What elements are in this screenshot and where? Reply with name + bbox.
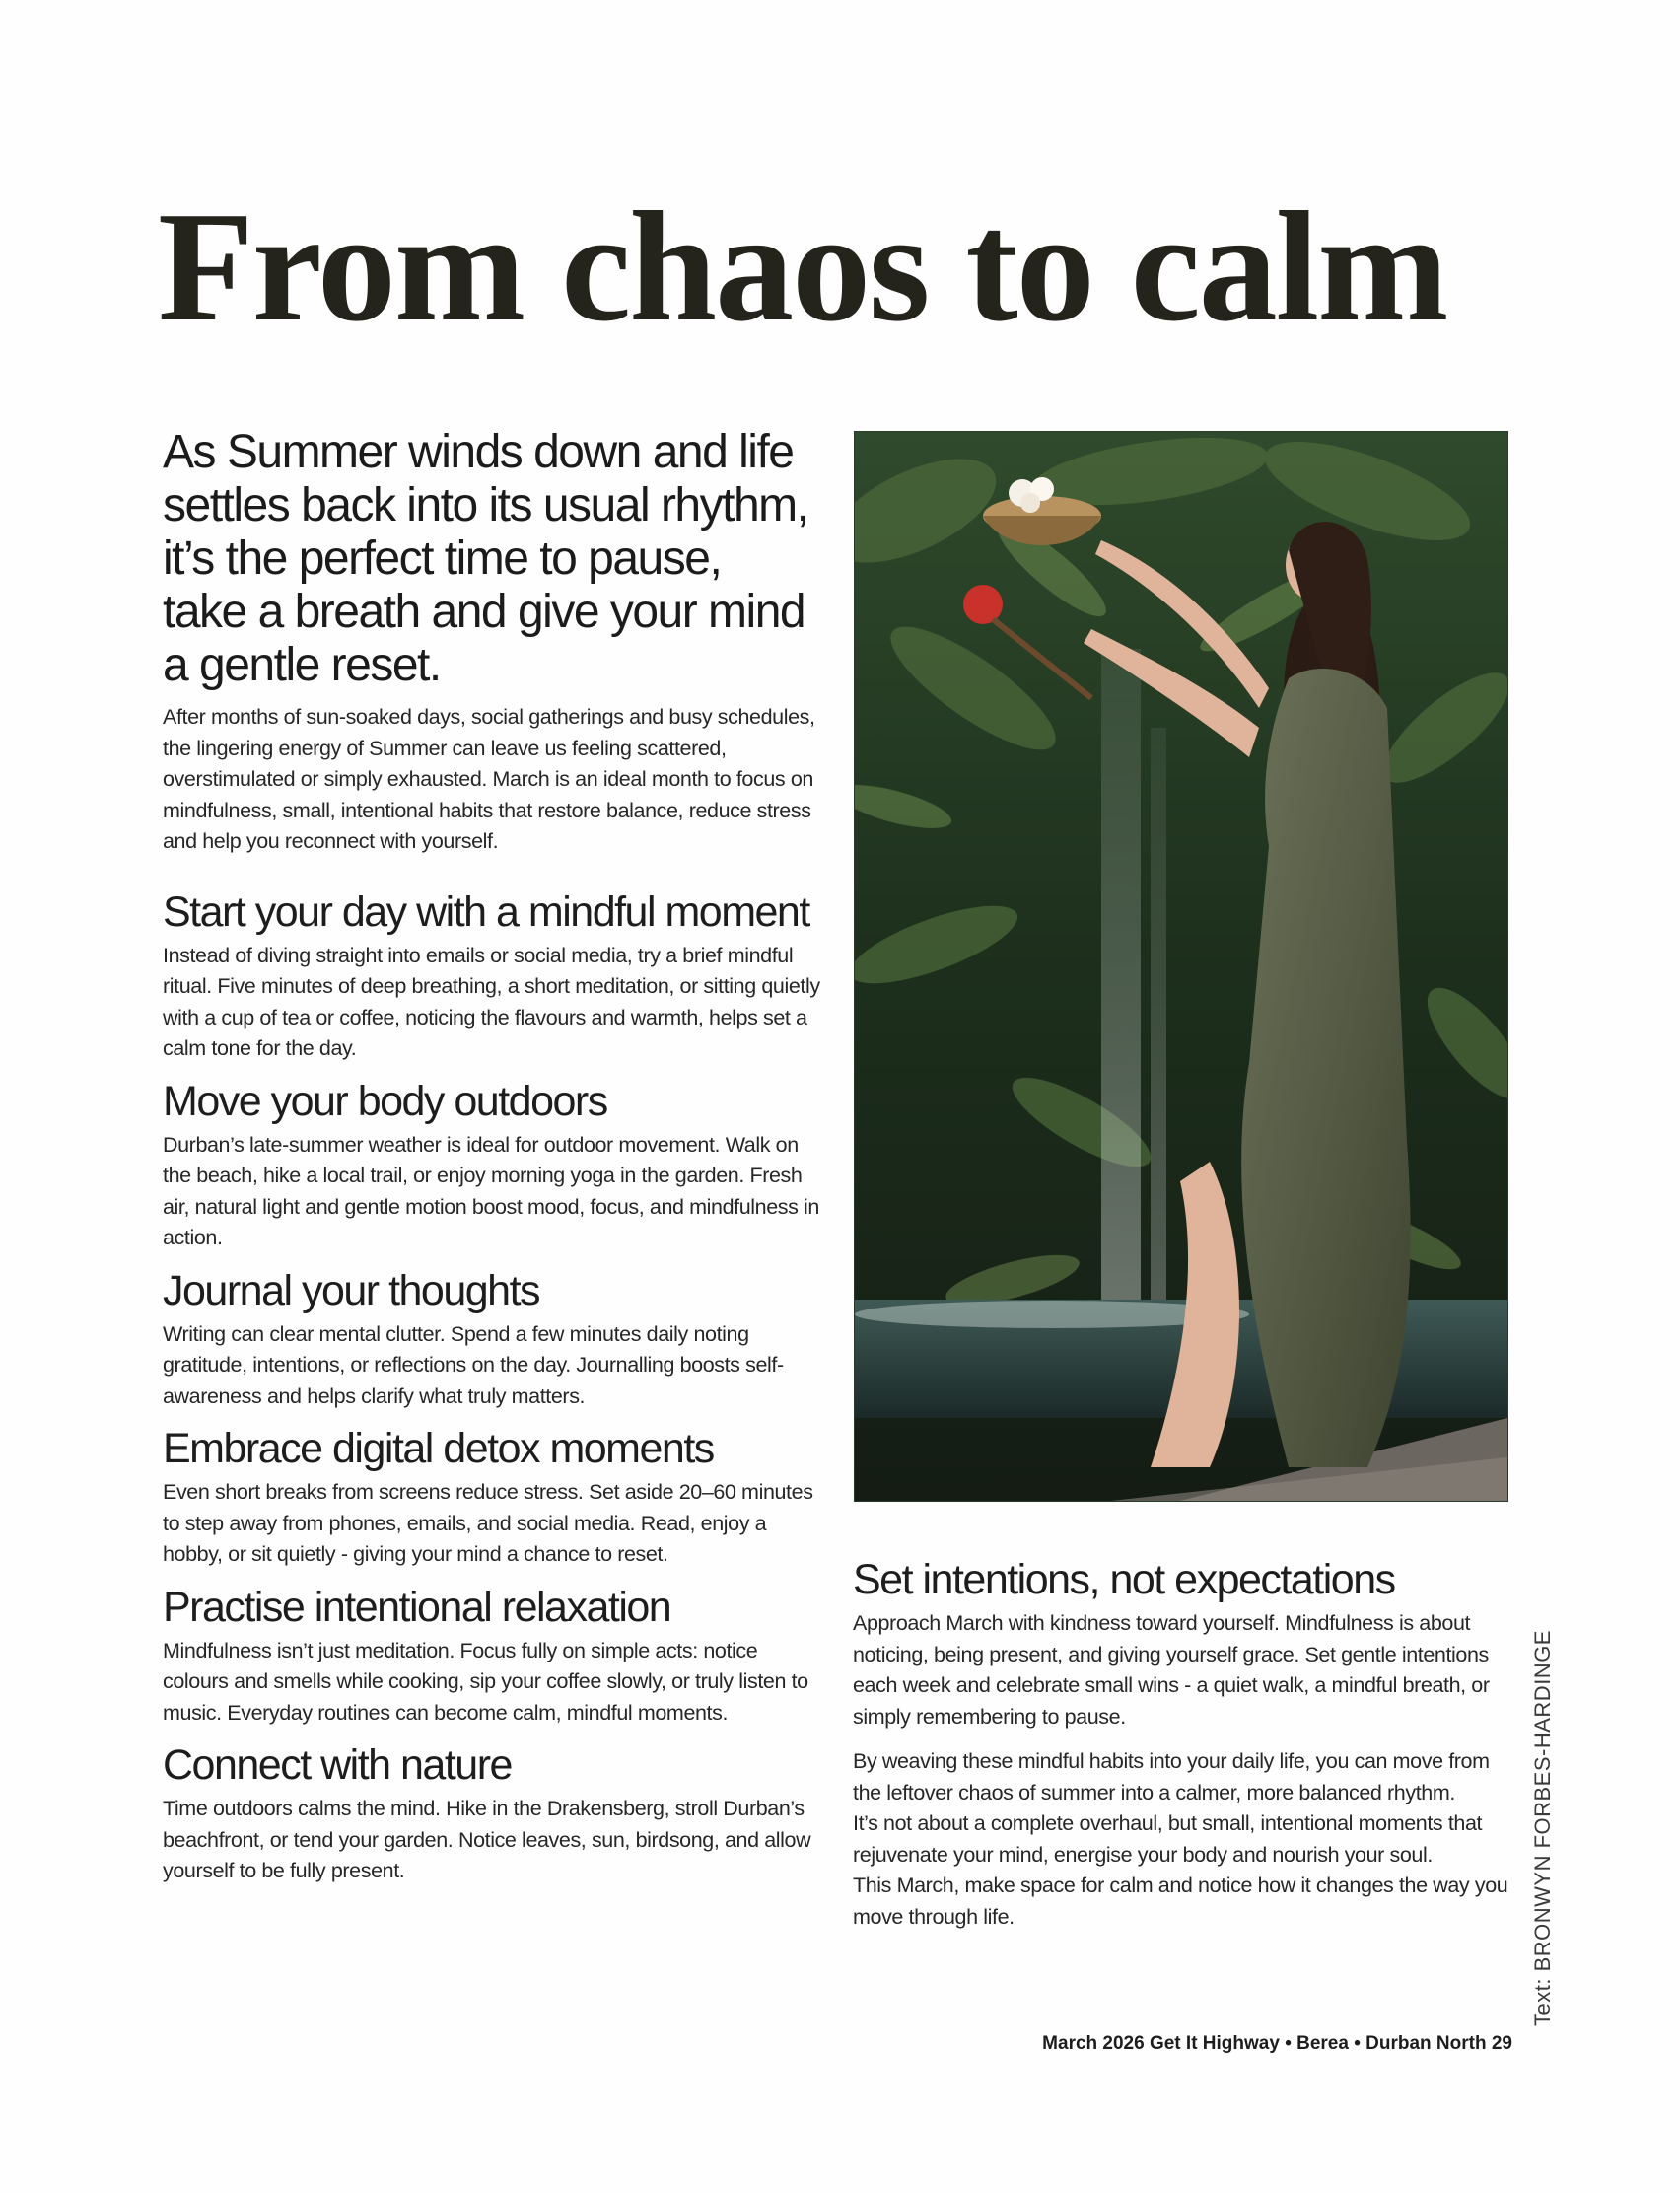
closing-paragraph: It’s not about a complete overhaul, but small, intentional moments that rejuvenate your mind, energise your body and nourish your soul.: [853, 1811, 1483, 1867]
closing-paragraph: By weaving these mindful habits into your daily life, you can move from the leftover chaos of summer into a calmer, more balanced rhythm.: [853, 1749, 1490, 1804]
section-body: Writing can clear mental clutter. Spend a few minutes daily noting gratitude, intentions, or reflections on the day. Journalling boosts self-awareness and helps clarify what truly matters.: [163, 1321, 784, 1408]
section-intentions: [853, 1553, 1513, 1733]
section-body: Mindfulness isn’t just meditation. Focus fully on simple acts: notice colours and smells while cooking, sip your coffee slowly, or truly listen to music. Everyday routines can become calm, mindful moments.: [163, 1638, 808, 1725]
left-column: [163, 702, 821, 1897]
section-heading: Practise intentional relaxation: [163, 1583, 671, 1631]
section-heading: Move your body outdoors: [163, 1077, 607, 1125]
section-heading: Journal your thoughts: [163, 1266, 540, 1314]
section-digital-detox: [163, 1422, 821, 1571]
closing-paragraph: This March, make space for calm and notice how it changes the way you move through life.: [853, 1874, 1508, 1929]
section-relaxation: [163, 1581, 821, 1730]
section-nature: [163, 1738, 821, 1887]
section-body: Even short breaks from screens reduce stress. Set aside 20–60 minutes to step away from phones, emails, and social media. Read, enjoy a hobby, or sit quietly - giving your mind a chance to reset.: [163, 1480, 813, 1566]
section-heading: Connect with nature: [163, 1741, 512, 1789]
section-heading: Start your day with a mindful moment: [163, 887, 809, 936]
section-move-outdoors: [163, 1075, 821, 1254]
page-footer: March 2026 Get It Highway • Berea • Durban North 29: [1042, 2033, 1512, 2054]
section-journal: [163, 1264, 821, 1413]
section-mindful-moment: [163, 885, 821, 1065]
section-heading: Set intentions, not expectations: [853, 1556, 1395, 1603]
section-body: Time outdoors calms the mind. Hike in the Drakensberg, stroll Durban’s beachfront, or tend your garden. Notice leaves, sun, birdsong, and allow yourself to be fully present.: [163, 1797, 811, 1882]
intro-paragraph: After months of sun-soaked days, social gatherings and busy schedules, the lingering energy of Summer can leave us feeling scattered, overstimulated or simply exhausted. March is an ideal month to focus on mindfulness, small, intentional habits that restore balance, reduce stress and help you reconnect with yourself.: [163, 705, 815, 853]
section-heading: Embrace digital detox moments: [163, 1425, 714, 1472]
author-credit: Text: BRONWYN FORBES-HARDINGE: [1530, 1630, 1555, 2026]
section-body: Durban’s late-summer weather is ideal for outdoor movement. Walk on the beach, hike a local trail, or enjoy morning yoga in the garden. Fresh air, natural light and gentle motion boost mood, focus, and mindfulness in action.: [163, 1132, 819, 1249]
woman-with-singing-bowl-illustration: [855, 432, 1507, 1501]
section-body: Instead of diving straight into emails or social media, try a brief mindful ritual. Five minutes of deep breathing, a short meditation, or sitting quietly with a cup of tea or coffee, noticing the flavours and warmth, helps set a calm tone for the day.: [163, 943, 820, 1060]
article-title: From chaos to calm: [158, 178, 1447, 354]
article-photo: [854, 431, 1508, 1502]
right-column: [853, 1553, 1513, 1933]
section-body: Approach March with kindness toward yourself. Mindfulness is about noticing, being present, and giving yourself grace. Set gentle intentions each week and celebrate small wins - a quiet walk, a mindful breath, or simply remembering to pause.: [853, 1611, 1490, 1729]
article-lede: As Summer winds down and life settles back into its usual rhythm, it’s the perfect time to pause, take a breath and give your mind a gentle reset.: [163, 426, 808, 691]
